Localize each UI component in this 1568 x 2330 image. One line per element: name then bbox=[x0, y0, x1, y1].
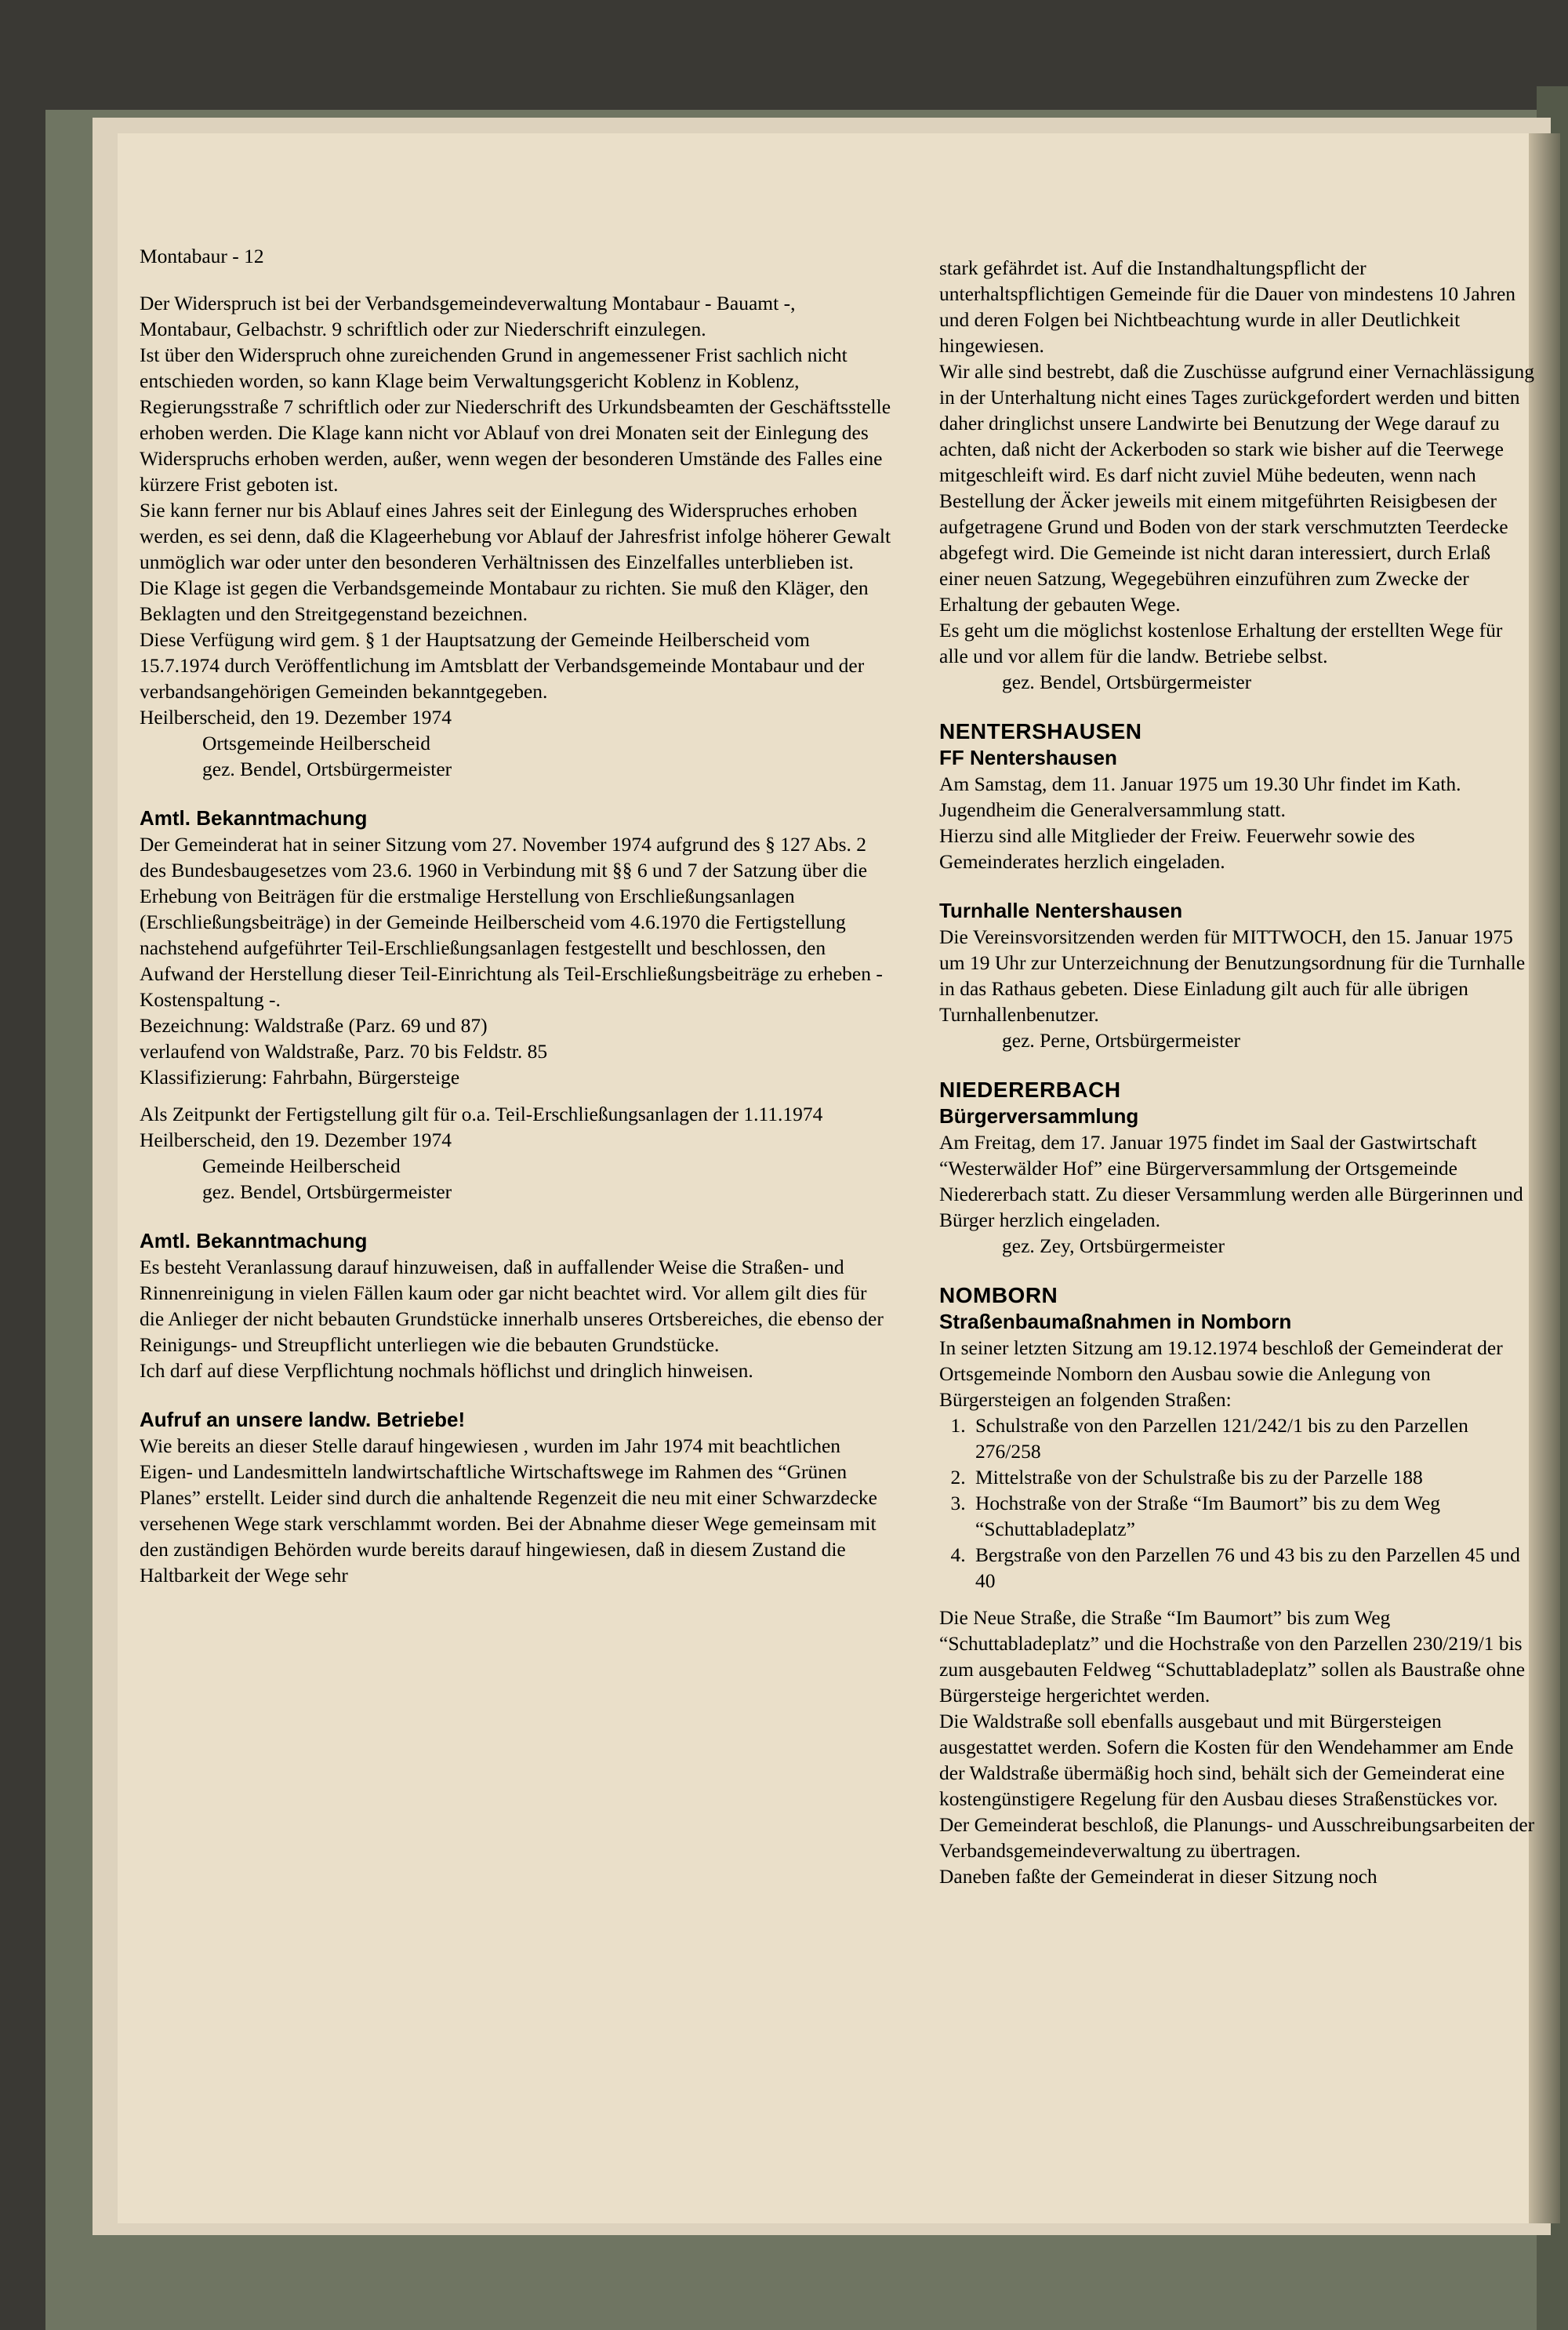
organization: Ortsgemeinde Heilberscheid bbox=[202, 732, 431, 754]
paragraph: Diese Verfügung wird gem. § 1 der Hauptsatzung der Gemeinde Heilberscheid vom 15.7.1974 durch Veröffentlichung im Amtsblatt der Verbandsgemeinde Montabaur und der verbandsangehörigen Gemeinden bekanntgegeben. bbox=[140, 628, 865, 703]
section-heading: Turnhalle Nentershausen bbox=[939, 899, 1183, 922]
paragraph: Wie bereits an dieser Stelle darauf hingewiesen , wurden im Jahr 1974 mit beachtlichen Eigen- und Landesmitteln landwirtschaftliche Wirtschaftswege im Rahmen des “Grünen Planes” erstellt. Leider sind durch die anhaltende Regenzeit die neu mit einer Schwarzdecke versehenen Wege stark verschlammt worden. Bei der Abnahme dieser Wege gemeinsam mit den zuständigen Behörden wurde bereits darauf hingewiesen, daß in diesem Zustand die Haltbarkeit der Wege sehr bbox=[140, 1434, 877, 1587]
paragraph: Wir alle sind bestrebt, daß die Zuschüsse aufgrund einer Vernachlässigung in der Unterhaltung nicht eines Tages zurückgefordert werden und bitten daher dringlichst unsere Landwirte bei Benutzung der Wege darauf zu achten, daß nicht der Ackerboden so stark wie bisher auf die Teerwege mitgeschleift wird. Es darf nicht zuviel Mühe bedeuten, wenn nach Bestellung der Äcker jeweils mit einem mitgeführten Reisigbesen der aufgetragene Grund und Boden von der stark verschmutzten Teerdecke abgefegt wird. Die Gemeinde ist nicht daran interessiert, durch Erlaß einer neuen Satzung, Wegegebühren einzuführen zum Zwecke der Erhaltung der gebauten Wege. bbox=[939, 360, 1535, 616]
running-head: Montabaur - 12 bbox=[140, 245, 264, 267]
paragraph: Die Neue Straße, die Straße “Im Baumort” bis zum Weg “Schuttabladeplatz” und die Hochstraße von den Parzellen 230/219/1 bis zum ausgebauten Feldweg “Schuttabladeplatz” sollen als Baustraße ohne Bürgersteige hergerichtet werden. bbox=[939, 1606, 1526, 1707]
paragraph: Die Waldstraße soll ebenfalls ausgebaut und mit Bürgersteigen ausgestattet werden. Sofern die Kosten für den Wendehammer am Ende der Waldstraße übermäßig hoch sind, behält sich der Gemeinderat eine kostengünstigere Regelung für den Ausbau dieses Straßenstückes vor. bbox=[939, 1710, 1514, 1810]
signature: gez. Zey, Ortsbürgermeister bbox=[1002, 1234, 1225, 1257]
signature: gez. Perne, Ortsbürgermeister bbox=[1002, 1029, 1241, 1052]
signature: gez. Bendel, Ortsbürgermeister bbox=[1002, 671, 1252, 693]
street-list bbox=[939, 1412, 1535, 1594]
paragraph: Die Vereinsvorsitzenden werden für MITTWOCH, den 15. Januar 1975 um 19 Uhr zur Unterzeichnung der Benutzungsordnung für die Turnhalle in das Rathaus gebeten. Diese Einladung gilt auch für alle übrigen Turnhallenbenutzer. bbox=[939, 925, 1526, 1026]
paragraph: Sie kann ferner nur bis Ablauf eines Jahres seit der Einlegung des Widerspruches erhoben werden, es sei denn, daß die Klageerhebung vor Ablauf der Jahresfrist infolge höherer Gewalt unmöglich war oder unter den besonderen Verhältnissen des Einzelfalles unterblieben ist. bbox=[140, 499, 891, 573]
town-heading: NOMBORN bbox=[939, 1283, 1058, 1307]
section-heading: Bürgerversammlung bbox=[939, 1104, 1139, 1128]
organization: Gemeinde Heilberscheid bbox=[202, 1154, 401, 1177]
paragraph: Es geht um die möglichst kostenlose Erhaltung der erstellten Wege für alle und vor allem für die landw. Betriebe selbst. bbox=[939, 619, 1503, 667]
section-heading: Aufruf an unsere landw. Betriebe! bbox=[140, 1408, 466, 1431]
date-line: Heilberscheid, den 19. Dezember 1974 bbox=[140, 706, 452, 729]
paragraph: Als Zeitpunkt der Fertigstellung gilt für o.a. Teil-Erschließungsanlagen der 1.11.1974 bbox=[140, 1103, 823, 1125]
paragraph: Ich darf auf diese Verpflichtung nochmals höflichst und dringlich hinweisen. bbox=[140, 1359, 753, 1382]
right-column bbox=[939, 255, 1535, 1889]
paragraph: Am Samstag, dem 11. Januar 1975 um 19.30 Uhr findet im Kath. Jugendheim die Generalversammlung statt. bbox=[939, 772, 1461, 821]
paragraph: stark gefährdet ist. Auf die Instandhaltungspflicht der unterhaltspflichtigen Gemeinde für die Dauer von mindestens 10 Jahren und deren Folgen bei Nichtbeachtung wurde in aller Deutlichkeit hingewiesen. bbox=[939, 256, 1516, 357]
signature: gez. Bendel, Ortsbürgermeister bbox=[202, 758, 452, 780]
paragraph: Der Gemeinderat hat in seiner Sitzung vom 27. November 1974 aufgrund des § 127 Abs. 2 des Bundesbaugesetzes vom 23.6. 1960 in Verbindung mit §§ 6 und 7 der Satzung über die Erhebung von Beiträgen für die erstmalige Herstellung von Erschließungsanlagen (Erschließungsbeiträge) in der Gemeinde Heilberscheid vom 4.6.1970 die Fertigstellung nachstehend aufgeführter Teil-Erschließungsanlagen festgestellt und beschlossen, den Aufwand der Herstellung dieser Teil-Einrichtung als Teil-Erschließungsbeiträge zu erheben - Kostenspaltung -. bbox=[140, 833, 883, 1011]
section-heading: FF Nentershausen bbox=[939, 746, 1117, 769]
paragraph: Der Gemeinderat beschloß, die Planungs- und Ausschreibungsarbeiten der Verbandsgemeindeverwaltung zu übertragen. bbox=[939, 1813, 1535, 1862]
left-column bbox=[140, 243, 892, 1588]
section-heading: Amtl. Bekanntmachung bbox=[140, 806, 368, 830]
classification-line: Klassifizierung: Fahrbahn, Bürgersteige bbox=[140, 1066, 460, 1089]
paragraph: Die Klage ist gegen die Verbandsgemeinde Montabaur zu richten. Sie muß den Kläger, den Beklagten und den Streitgegenstand bezeichnen. bbox=[140, 576, 869, 625]
paragraph: Der Widerspruch ist bei der Verbandsgemeindeverwaltung Montabaur - Bauamt -, Montabaur, Gelbachstr. 9 schriftlich oder zur Niederschrift einzulegen. bbox=[140, 292, 796, 340]
paragraph: Daneben faßte der Gemeinderat in dieser Sitzung noch bbox=[939, 1865, 1377, 1888]
list-item: 3. Hochstraße von der Straße “Im Baumort” bis zu dem Weg “Schuttabladeplatz” bbox=[971, 1490, 1535, 1542]
town-heading: NIEDERERBACH bbox=[939, 1078, 1121, 1102]
signature: gez. Bendel, Ortsbürgermeister bbox=[202, 1180, 452, 1203]
paragraph: Ist über den Widerspruch ohne zureichenden Grund in angemessener Frist sachlich nicht entschieden worden, so kann Klage beim Verwaltungsgericht Koblenz in Koblenz, Regierungsstraße 7 schriftlich oder zur Niederschrift des Urkundsbeamten der Geschäftsstelle erhoben werden. Die Klage kann nicht vor Ablauf von drei Monaten seit der Einlegung des Widerspruchs erhoben werden, außer, wenn wegen der besonderen Umstände des Falles eine kürzere Frist geboten ist. bbox=[140, 344, 891, 496]
list-item: 4. Bergstraße von den Parzellen 76 und 43 bis zu den Parzellen 45 und 40 bbox=[971, 1542, 1535, 1594]
date-line: Heilberscheid, den 19. Dezember 1974 bbox=[140, 1129, 452, 1151]
route-line: verlaufend von Waldstraße, Parz. 70 bis Feldstr. 85 bbox=[140, 1040, 548, 1063]
paragraph: Am Freitag, dem 17. Januar 1975 findet im Saal der Gastwirtschaft “Westerwälder Hof” eine Bürgerversammlung der Ortsgemeinde Niedererbach statt. Zu dieser Versammlung werden alle Bürgerinnen und Bürger herzlich eingeladen. bbox=[939, 1131, 1523, 1231]
paragraph: Es besteht Veranlassung darauf hinzuweisen, daß in auffallender Weise die Straßen- und Rinnenreinigung in vielen Fällen kaum oder gar nicht beachtet wird. Vor allem gilt dies für die Anlieger der nicht bebauten Grundstücke innerhalb unseres Ortsbereiches, die ebenso der Reinigungs- und Streupflicht unterliegen wie die bebauten Grundstücke. bbox=[140, 1256, 884, 1356]
designation-line: Bezeichnung: Waldstraße (Parz. 69 und 87) bbox=[140, 1014, 488, 1037]
section-heading: Straßenbaumaßnahmen in Nomborn bbox=[939, 1310, 1292, 1333]
list-item: 2. Mittelstraße von der Schulstraße bis zu der Parzelle 188 bbox=[971, 1464, 1535, 1490]
section-heading: Amtl. Bekanntmachung bbox=[140, 1229, 368, 1252]
list-item: 1. Schulstraße von den Parzellen 121/242/1 bis zu den Parzellen 276/258 bbox=[971, 1412, 1535, 1464]
town-heading: NENTERSHAUSEN bbox=[939, 719, 1142, 743]
paragraph: In seiner letzten Sitzung am 19.12.1974 beschloß der Gemeinderat der Ortsgemeinde Nomborn den Ausbau sowie die Anlegung von Bürgersteigen an folgenden Straßen: bbox=[939, 1336, 1503, 1411]
paragraph: Hierzu sind alle Mitglieder der Freiw. Feuerwehr sowie des Gemeinderates herzlich eingeladen. bbox=[939, 824, 1415, 873]
